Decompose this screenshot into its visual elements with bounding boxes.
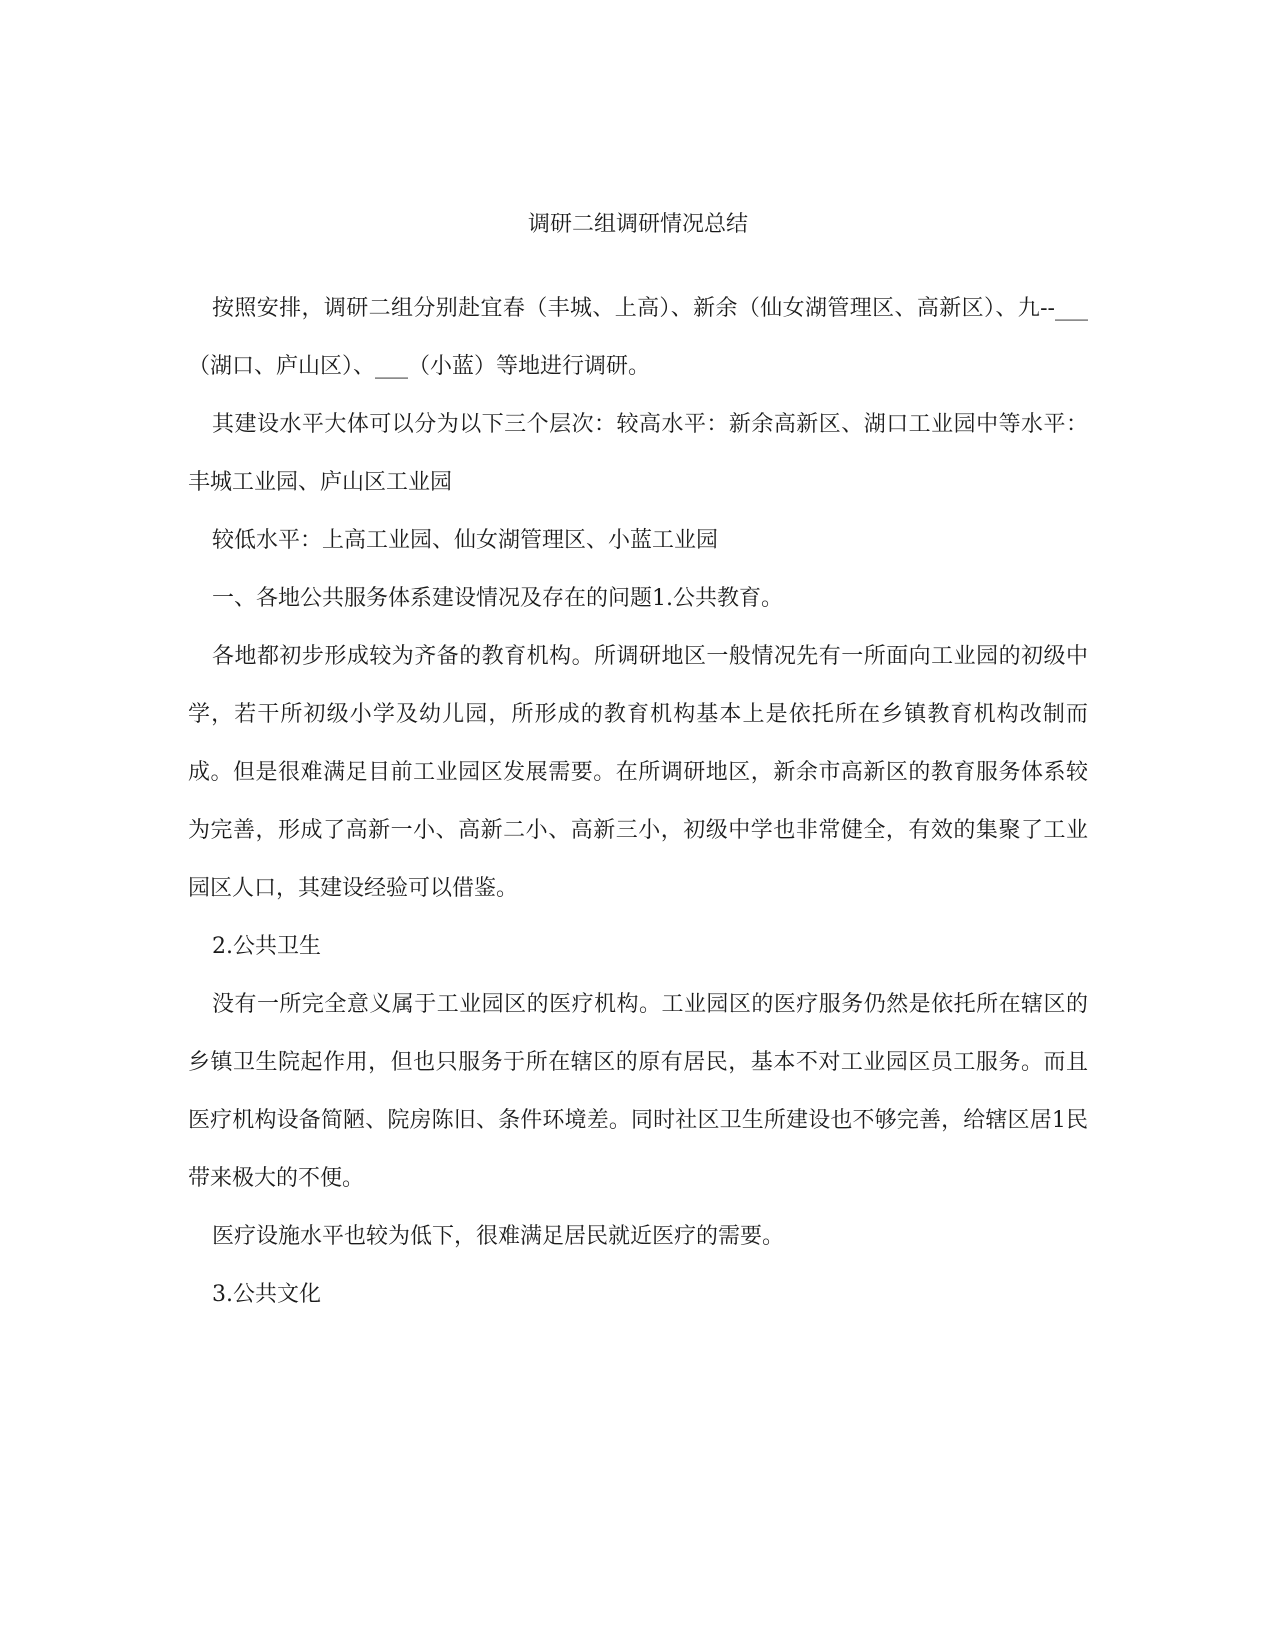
section-heading: 3.公共文化 — [212, 1282, 321, 1307]
section-heading: 一、各地公共服务体系建设情况及存在的问题1.公共教育。 — [212, 586, 783, 611]
paragraph: 较低水平：上高工业园、仙女湖管理区、小蓝工业园 — [212, 528, 719, 553]
paragraph: 按照安排，调研二组分别赴宜春（丰城、上高）、新余（仙女湖管理区、高新区）、九--___（湖口、庐山区）、___（小蓝）等地进行调研。 — [188, 296, 1088, 379]
document-body — [188, 280, 1088, 1324]
paragraph: 其建设水平大体可以分为以下三个层次：较高水平：新余高新区、湖口工业园中等水平：丰城工业园、庐山区工业园 — [188, 412, 1088, 495]
paragraph: 没有一所完全意义属于工业园区的医疗机构。工业园区的医疗服务仍然是依托所在辖区的乡镇卫生院起作用，但也只服务于所在辖区的原有居民，基本不对工业园区员工服务。而且医疗机构设备简陋、院房陈旧、条件环境差。同时社区卫生所建设也不够完善，给辖区居1民带来极大的不便。 — [188, 992, 1088, 1191]
document-title: 调研二组调研情况总结 — [527, 212, 748, 237]
paragraph: 医疗设施水平也较为低下，很难满足居民就近医疗的需要。 — [212, 1224, 785, 1249]
paragraph: 各地都初步形成较为齐备的教育机构。所调研地区一般情况先有一所面向工业园的初级中学，若干所初级小学及幼儿园，所形成的教育机构基本上是依托所在乡镇教育机构改制而成。但是很难满足目前工业园区发展需要。在所调研地区，新余市高新区的教育服务体系较为完善，形成了高新一小、高新二小、高新三小，初级中学也非常健全，有效的集聚了工业园区人口，其建设经验可以借鉴。 — [188, 644, 1088, 901]
document-page — [188, 0, 1088, 1650]
section-heading: 2.公共卫生 — [212, 934, 321, 959]
